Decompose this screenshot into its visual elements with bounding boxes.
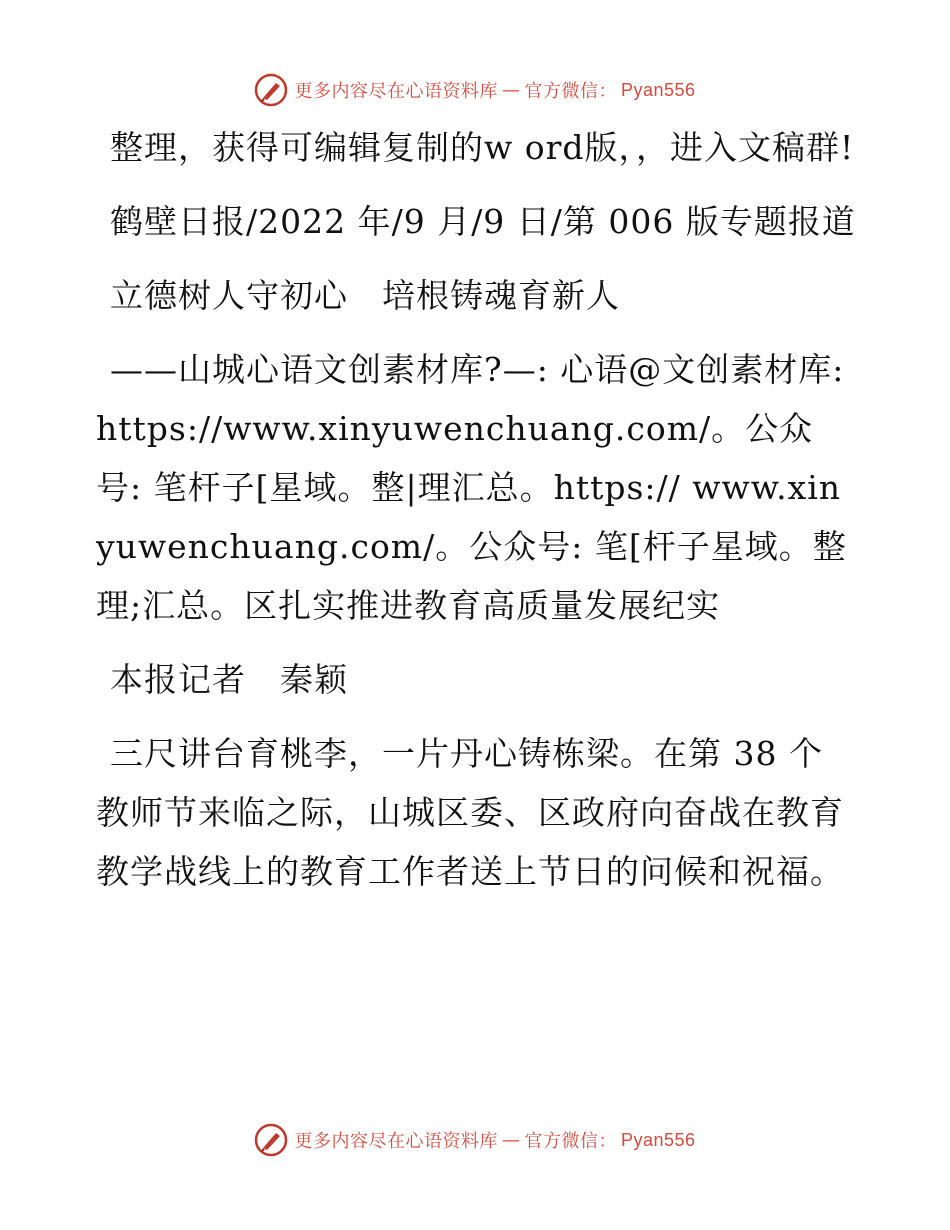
footer-separator: — — [501, 1129, 521, 1151]
footer-wechat-label: 官方微信： — [524, 1131, 617, 1152]
header-account: Pyan556 — [620, 79, 696, 100]
header-brand: 更多内容尽在心语资料库 — [294, 81, 498, 102]
pen-logo-icon — [254, 1123, 288, 1157]
document-body — [96, 118, 856, 916]
footer-account: Pyan556 — [620, 1129, 696, 1150]
header-separator: — — [501, 79, 521, 101]
pen-logo-icon — [254, 73, 288, 107]
footer-brand: 更多内容尽在心语资料库 — [294, 1131, 498, 1152]
header-watermark — [0, 70, 950, 110]
footer-watermark — [0, 1120, 950, 1160]
article-title: 立德树人守初心 培根铸魂育新人 — [110, 276, 620, 315]
header-wechat-label: 官方微信： — [524, 81, 617, 102]
paragraph-intro: 整理，获得可编辑复制的w ord版，，进入文稿群! — [110, 128, 855, 167]
article-subtitle: ——山城心语文创素材库?—: 心语@文创素材库: https://www.xinyuwenchuang.com/。公众号: 笔杆子[星域。整|理汇总。https:// www.xinyuwenchuang.com/。公众号: 笔[杆子星域。整理;汇总。区扎实推进教育高质量发展纪实 — [96, 350, 847, 625]
paragraph-lead: 三尺讲台育桃李，一片丹心铸栋梁。在第 38 个教师节来临之际，山城区委、区政府向奋战在教育教学战线上的教育工作者送上节日的问候和祝福。 — [96, 734, 844, 891]
reporter-line: 本报记者 秦颖 — [110, 660, 348, 699]
paragraph-source: 鹤壁日报/2022 年/9 月/9 日/第 006 版专题报道 — [110, 202, 856, 241]
